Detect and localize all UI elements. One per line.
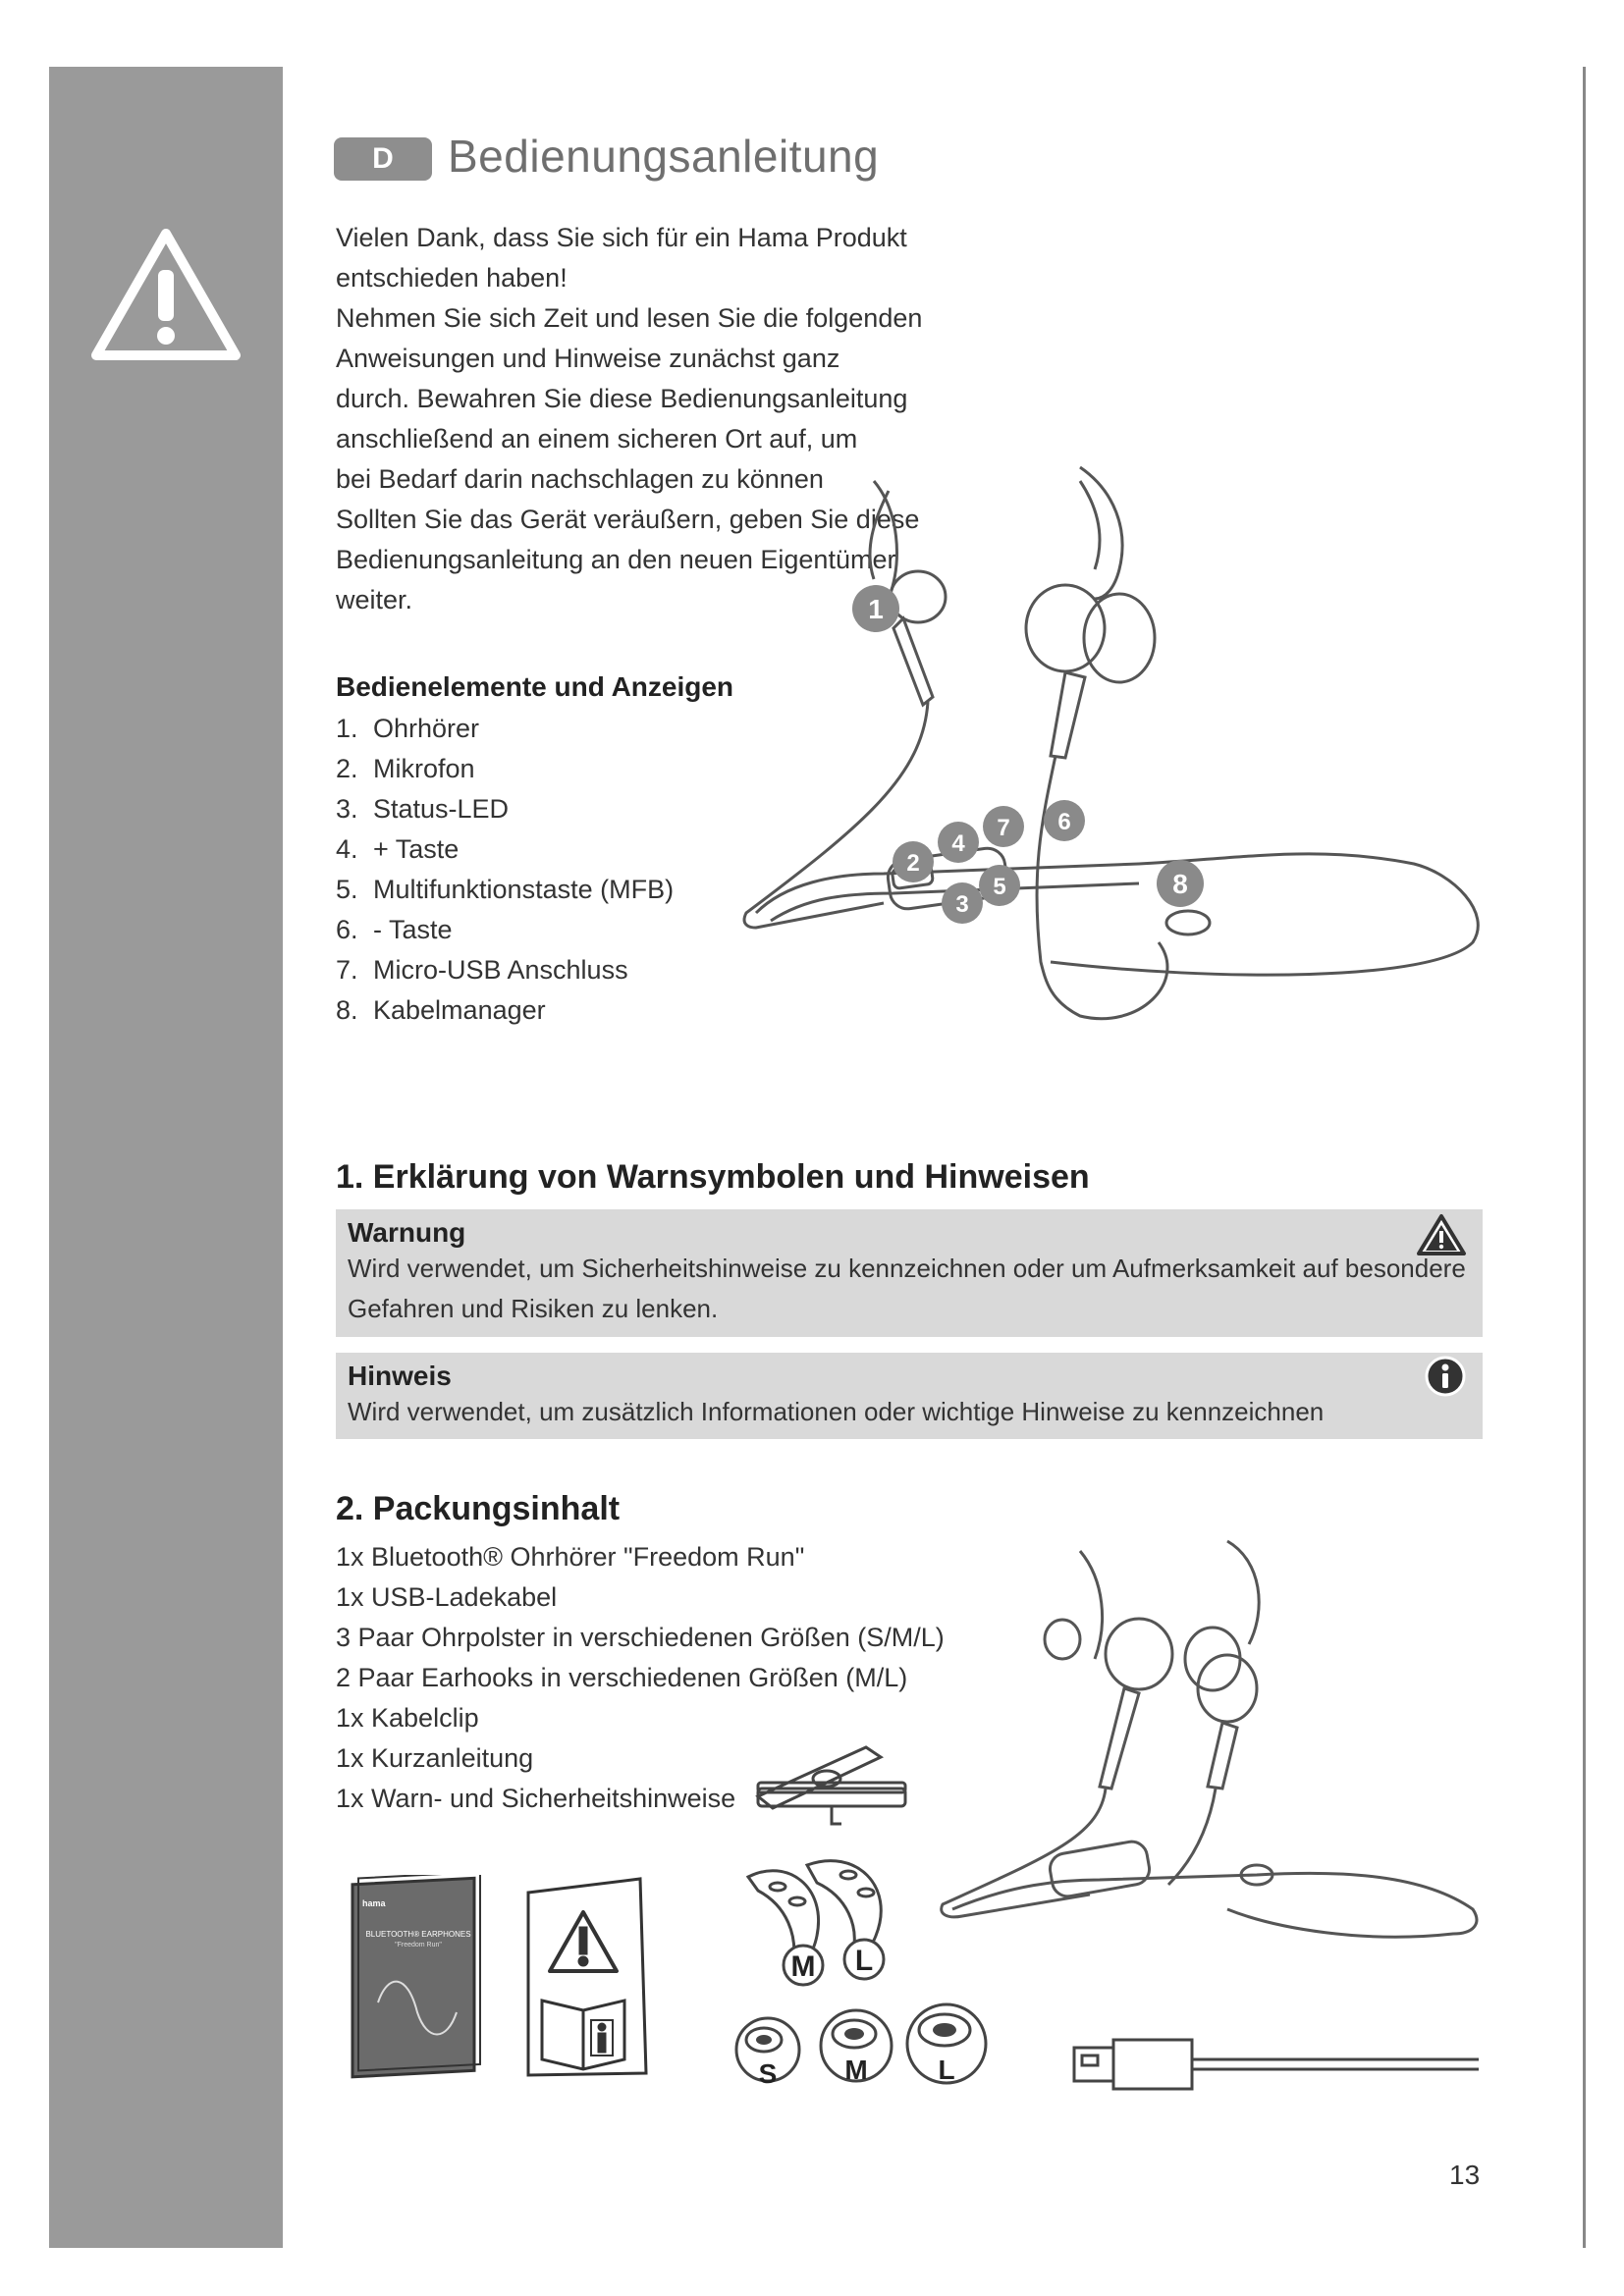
page-title: Bedienungsanleitung	[448, 131, 880, 182]
note-heading: Hinweis	[348, 1361, 452, 1391]
list-item: 6. - Taste	[336, 915, 453, 944]
controls-heading: Bedienelemente und Anzeigen	[336, 671, 734, 702]
earhooks-illustration	[738, 1847, 925, 1995]
page-number: 13	[1449, 2160, 1481, 2190]
list-item: 1x Bluetooth® Ohrhörer "Freedom Run"	[336, 1542, 805, 1572]
booklet-brand: hama	[362, 1898, 386, 1908]
package-earphones-illustration	[933, 1531, 1492, 1953]
callout-6	[1044, 800, 1085, 841]
language-badge: D	[334, 137, 432, 181]
list-item: 3 Paar Ohrpolster in verschiedenen Größen (S/M/L)	[336, 1623, 945, 1652]
svg-text:7: 7	[997, 815, 1010, 841]
list-item: 2 Paar Earhooks in verschiedenen Größen (M/L)	[336, 1663, 908, 1692]
intro-line: durch. Bewahren Sie diese Bedienungsanleitung	[336, 384, 908, 413]
page-edge-line	[1583, 67, 1586, 2248]
warning-box	[336, 1209, 1483, 1337]
list-item: 1. Ohrhörer	[336, 714, 480, 743]
tip-size-s	[736, 2018, 799, 2089]
list-item: 1x Kabelclip	[336, 1703, 479, 1733]
list-item: 3. Status-LED	[336, 794, 510, 824]
usb-cable-illustration	[1070, 2032, 1483, 2101]
list-item: 4. + Taste	[336, 834, 460, 864]
callout-5	[979, 865, 1020, 906]
warning-text	[336, 1249, 1483, 1337]
list-item: 5. Multifunktionstaste (MFB)	[336, 875, 675, 904]
svg-text:M: M	[844, 2055, 868, 2085]
intro-line: entschieden haben!	[336, 263, 568, 293]
intro-line: Sollten Sie das Gerät veräußern, geben Sie diese	[336, 505, 920, 534]
sidebar-band	[49, 67, 283, 2248]
svg-text:M: M	[790, 1950, 816, 1983]
svg-text:4: 4	[951, 830, 965, 857]
intro-line: anschließend an einem sicheren Ort auf, um	[336, 424, 858, 454]
intro-line: bei Bedarf darin nachschlagen zu können	[336, 464, 824, 494]
info-icon	[1424, 1355, 1467, 1398]
list-item: 1x Kurzanleitung	[336, 1743, 534, 1773]
hook-size-m	[784, 1946, 823, 1985]
controls-list	[336, 709, 674, 1031]
hook-size-l	[844, 1940, 884, 1979]
svg-text:S: S	[758, 2058, 778, 2089]
earphones-diagram	[727, 452, 1492, 1041]
warning-line: Gefahren und Risiken zu lenken.	[348, 1294, 719, 1323]
svg-text:L: L	[938, 2055, 955, 2085]
section-heading-warnings: 1. Erklärung von Warnsymbolen und Hinweisen	[336, 1158, 1090, 1196]
note-text: Wird verwendet, um zusätzlich Informationen oder wichtige Hinweise zu kennzeichnen	[348, 1397, 1325, 1426]
intro-line: Anweisungen und Hinweise zunächst ganz	[336, 344, 840, 373]
booklet-subtitle: "Freedom Run"	[395, 1942, 442, 1949]
intro-line: Nehmen Sie sich Zeit und lesen Sie die folgenden	[336, 303, 923, 333]
list-item: 8. Kabelmanager	[336, 995, 546, 1025]
svg-text:6: 6	[1057, 809, 1071, 835]
eartips-illustration	[729, 1999, 994, 2097]
list-item: 7. Micro-USB Anschluss	[336, 955, 628, 985]
booklet-title: BLUETOOTH® EARPHONES	[365, 1930, 471, 1939]
intro-line: Vielen Dank, dass Sie sich für ein Hama Produkt	[336, 223, 907, 252]
warning-small-icon	[1416, 1213, 1467, 1256]
intro-line: weiter.	[336, 585, 413, 614]
list-item: 1x Warn- und Sicherheitshinweise	[336, 1784, 736, 1813]
intro-line: Bedienungsanleitung an den neuen Eigentümer	[336, 545, 896, 574]
svg-text:1: 1	[868, 594, 884, 624]
warning-triangle-icon	[88, 226, 244, 363]
tip-size-m	[821, 2010, 892, 2085]
list-item: 1x USB-Ladekabel	[336, 1582, 558, 1612]
callout-1	[852, 585, 899, 632]
warning-line: Wird verwendet, um Sicherheitshinweise zu kennzeichnen oder um Aufmerksamkeit auf besondere	[348, 1254, 1466, 1283]
tip-size-l	[907, 2004, 986, 2085]
quick-guide-booklet	[349, 1875, 482, 2081]
callout-4	[938, 822, 979, 863]
svg-text:8: 8	[1172, 869, 1188, 899]
safety-leaflet-illustration	[522, 1873, 652, 2081]
callout-8	[1157, 860, 1204, 907]
warning-heading: Warnung	[348, 1217, 466, 1248]
callout-7	[983, 806, 1024, 847]
cable-clip-illustration	[748, 1718, 915, 1826]
list-item: 2. Mikrofon	[336, 754, 475, 783]
section-heading-package: 2. Packungsinhalt	[336, 1490, 621, 1527]
callout-2	[893, 841, 934, 882]
callout-3	[942, 882, 983, 924]
svg-text:L: L	[854, 1945, 874, 1977]
svg-text:2: 2	[906, 850, 920, 877]
svg-text:5: 5	[993, 874, 1006, 900]
svg-text:3: 3	[955, 891, 969, 918]
note-box	[336, 1353, 1483, 1439]
